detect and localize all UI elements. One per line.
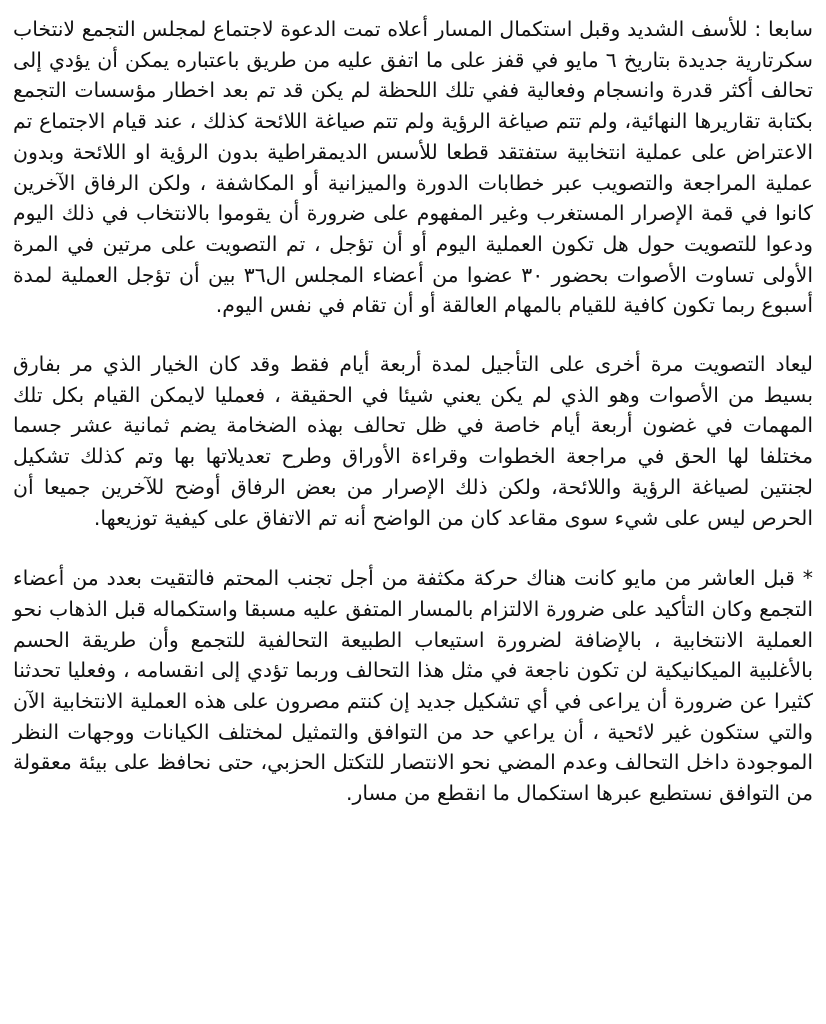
paragraph-2: ليعاد التصويت مرة أخرى على التأجيل لمدة أربعة أيام فقط وقد كان الخيار الذي مر بفارق بسيط من الأصوات وهو الذي لم يكن يعني شيئا في الحقيقة ، فعمليا لايمكن القيام بكل تلك المهمات في غضون أربعة أيام خاصة في ظل تحالف بهذه الضخامة يضم ثمانية عشر جسما مختلفا لها الحق في مراجعة الخطوات وقراءة الأوراق وطرح تعديلاتها بها وتم كذلك تشكيل لجنتين لصياغة الرؤية واللائحة، ولكن ذلك الإصرار من بعض الرفاق أوضح للآخرين جميعا أن الحرص ليس على شيء سوى مقاعد كان من الواضح أنه تم الاتفاق على كيفية توزيعها. xyxy=(13,352,813,530)
paragraph-1: سابعا : للأسف الشديد وقبل استكمال المسار أعلاه تمت الدعوة لاجتماع لمجلس التجمع لانتخاب سكرتارية جديدة بتاريخ ٦ مايو في قفز على ما اتفق عليه من طريق باعتباره يمكن أن يؤدي إلى تحالف أكثر قدرة وانسجام وفعالية ففي تلك اللحظة لم يكن قد تم بعد اخطار مؤسسات التجمع بكتابة تقاريرها النهائية، ولم تتم صياغة الرؤية ولم تتم صياغة اللائحة كذلك ، عند قيام الاجتماع تم الاعتراض على عملية انتخابية ستفتقد قطعا للأسس الديمقراطية بدون الرؤية او اللائحة وبدون عملية المراجعة والتصويب عبر خطابات الدورة والميزانية أو المكاشفة ، ولكن الرفاق الآخرين كانوا في قمة الإصرار المستغرب وغير المفهوم على ضرورة أن يقوموا بالانتخاب في ذلك اليوم ودعوا للتصويت حول هل تكون العملية اليوم أو أن تؤجل ، تم التصويت على مرتين في المرة الأولى تساوت الأصوات بحضور ٣٠ عضوا من أعضاء المجلس ال٣٦ بين أن تؤجل العملية لمدة أسبوع ربما تكون كافية للقيام بالمهام العالقة أو أن تقام في نفس اليوم. xyxy=(13,17,813,318)
paragraph-3: * قبل العاشر من مايو كانت هناك حركة مكثفة من أجل تجنب المحتم فالتقيت بعدد من أعضاء التجمع وكان التأكيد على ضرورة الالتزام بالمسار المتفق عليه مسبقا واستكماله قبل الذهاب نحو العملية الانتخابية ، بالإضافة لضرورة استيعاب الطبيعة التحالفية للتجمع وأن طريقة الحسم بالأغلبية الميكانيكية لن تكون ناجعة في مثل هذا التحالف وربما تؤدي إلى انقسامه ، وفعليا تحدثنا كثيرا عن ضرورة أن يراعى في أي تشكيل جديد إن كنتم مصرون على هذه العملية الانتخابية الآن والتي ستكون غير لائحية ، أن يراعي حد من التوافق والتمثيل لمختلف الكيانات ووجهات النظر الموجودة داخل التحالف وعدم المضي نحو الانتصار للتكتل الحزبي، حتى نحافظ على بيئة معقولة من التوافق نستطيع عبرها استكمال ما انقطع من مسار. xyxy=(13,566,813,806)
